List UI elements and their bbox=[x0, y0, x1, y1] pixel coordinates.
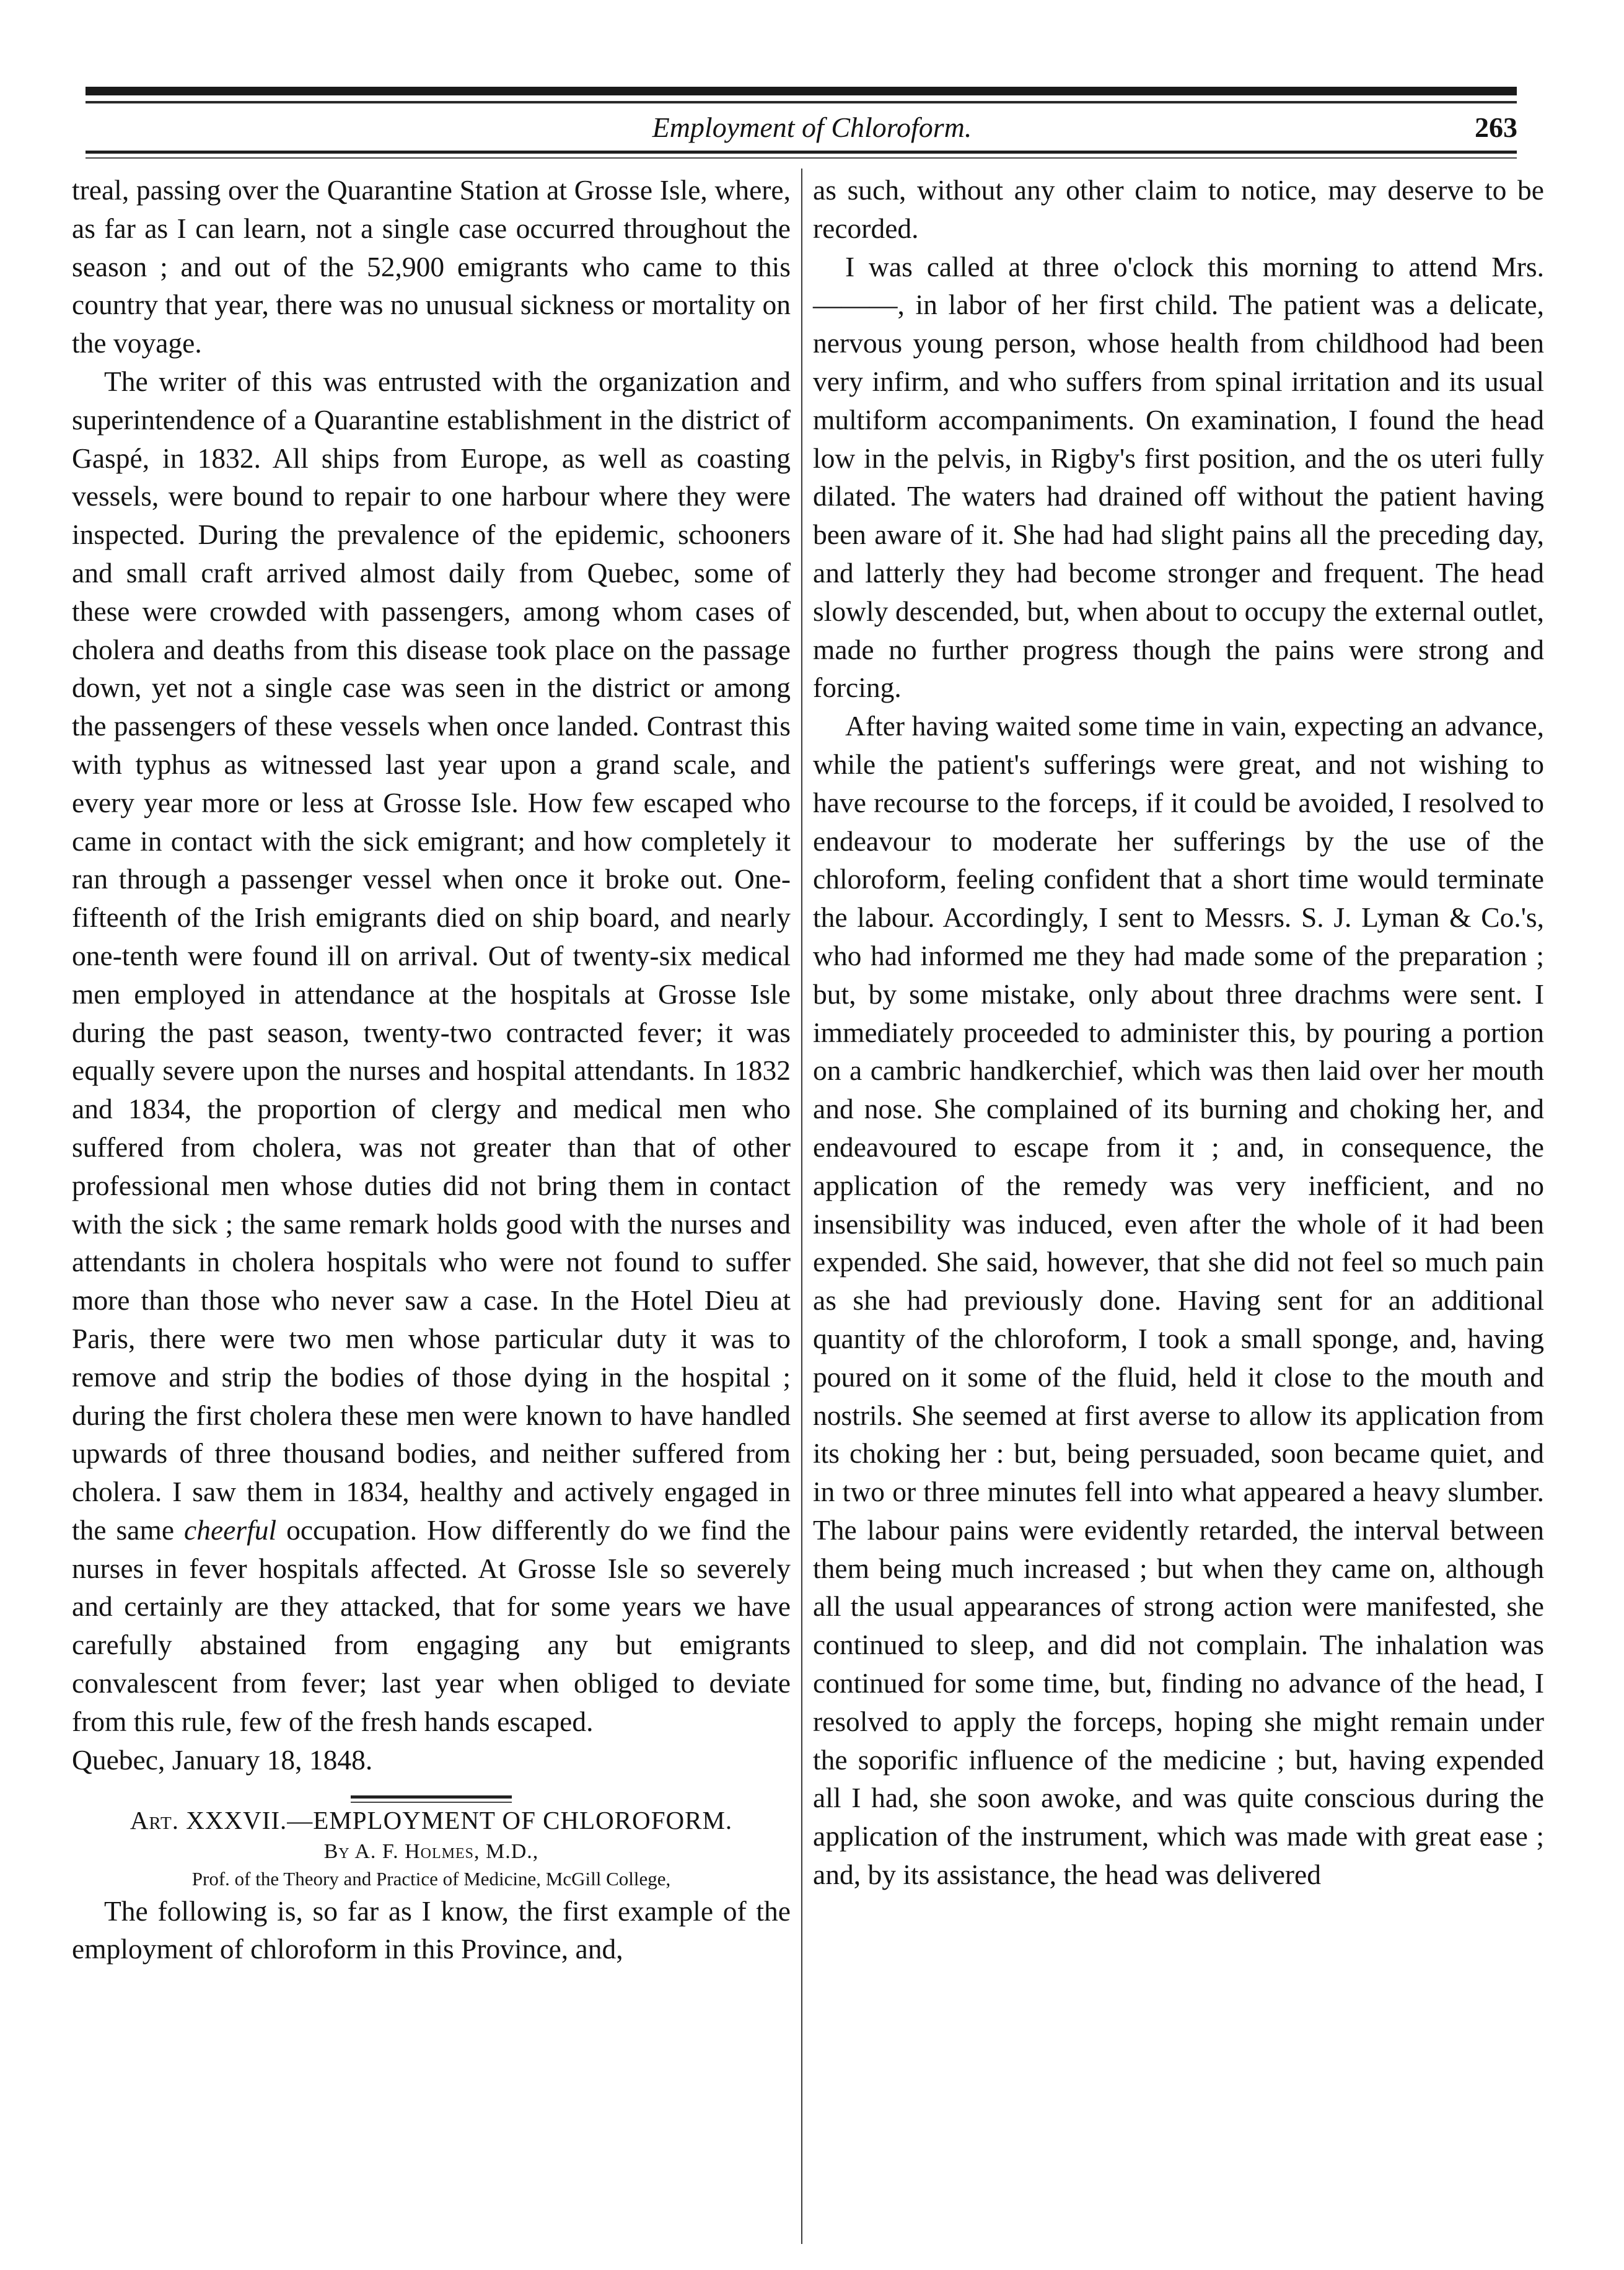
right-paragraph-1: as such, without any other claim to notice, may deserve to be recorded. bbox=[813, 174, 1544, 244]
article-intro: The following is, so far as I know, the first example of the employment of chloroform in this Province, and, bbox=[72, 1895, 791, 1965]
left-paragraph-2-text-b: occupation. How differently do we find the nurses in fever hospitals affected. At Grosse Isle so severely and certainly are they attacked, that for some years we have carefully abstained from engaging any but emigrants convalescent from fever; last year when obliged to deviate from this rule, few of the fresh hands escaped. bbox=[72, 1514, 791, 1737]
column-divider bbox=[801, 169, 802, 2244]
left-paragraph-2-italic: cheerful bbox=[184, 1514, 277, 1546]
header-rule-thin bbox=[86, 101, 1517, 103]
header-underline bbox=[86, 151, 1517, 154]
author-affiliation: Prof. of the Theory and Practice of Medicine, McGill College, bbox=[191, 1867, 671, 1890]
right-paragraph-3: After having waited some time in vain, expecting an advance, while the patient's sufferings were great, and not wishing to have recourse to the forceps, if it could be avoided, I resolved to endeavour to moderate her sufferings by the use of the chloroform, feeling confident that a short time would terminate the labour. Accordingly, I sent to Messrs. S. J. Lyman & Co.'s, who had informed me they had made some of the preparation ; but, by some mistake, only about three drachms were sent. I immediately proceeded to administer this, by pouring a portion on a cambric handkerchief, which was then laid over her mouth and nose. She complained of its burning and choking her, and endeavoured to escape from it ; and, in consequence, the application of the remedy was very inefficient, and no insensibility was induced, even after the whole of it had been expended. She said, however, that she did not feel so much pain as she had previously done. Having sent for an additional quantity of the chloroform, I took a small sponge, and, having poured on it some of the fluid, held it close to the mouth and nostrils. She seemed at first averse to allow its application from its choking her : but, being persuaded, soon became quiet, and in two or three minutes fell into what appeared a heavy slumber. The labour pains were evidently retarded, the interval between them being much increased ; but when they came on, although all the usual appearances of strong action were manifested, she continued to sleep, and did not complain. The inhalation was continued for some time, but, finding no advance of the head, I resolved to apply the forceps, hoping she might remain under the soporific influence of the medicine ; but, having expended all I had, she soon awoke, and was quite conscious during the application of the instrument, which was made with great ease ; and, by its assistance, the head was delivered bbox=[813, 710, 1544, 1891]
article-heading bbox=[72, 1803, 791, 1838]
dateline-signature: Quebec, January 18, 1848. bbox=[72, 1743, 373, 1776]
header-rule-thick bbox=[86, 87, 1517, 95]
running-title: Employment of Chloroform. bbox=[652, 112, 972, 143]
left-paragraph-2-text-a: The writer of this was entrusted with the organization and superintendence of a Quarantine establishment in the district of Gaspé, in 1832. All ships from Europe, as well as coasting vessels, were bound to repair to one harbour where they were inspected. During the prevalence of the epidemic, schooners and small craft arrived almost daily from Quebec, some of these were crowded with passengers, among whom cases of cholera and deaths from this disease took place on the passage down, yet not a single case was seen in the district or among the passengers of these vessels when once landed. Contrast this with typhus as witnessed last year upon a grand scale, and every year more or less at Grosse Isle. How few escaped who came in contact with the sick emigrant; and how completely it ran through a passenger vessel when once it broke out. One-fifteenth of the Irish emigrants died on ship board, and nearly one-tenth were found ill on arrival. Out of twenty-six medical men employed in attendance at the hospitals at Grosse Isle during the past season, twenty-two contracted fever; it was equally severe upon the nurses and hospital attendants. In 1832 and 1834, the proportion of clergy and medical men who suffered from cholera, was not greater than that of other professional men whose duties did not bring them in contact with the sick ; the same remark holds good with the nurses and attendants in cholera hospitals who were not found to suffer more than those who never saw a case. In the Hotel Dieu at Paris, there were two men whose particular duty it was to remove and strip the bodies of those dying in the hospital ; during the first cholera these men were known to have handled upwards of three thousand bodies, and neither suffered from cholera. I saw them in 1834, healthy and actively engaged in the same bbox=[72, 365, 791, 1546]
page-number: 263 bbox=[1475, 112, 1517, 143]
left-paragraph-1: treal, passing over the Quarantine Station at Grosse Isle, where, as far as I can learn, not a single case occurred throughout the season ; and out of the 52,900 emigrants who came to this country that year, there was no unusual sickness or mortality on the voyage. bbox=[72, 174, 791, 359]
left-column bbox=[72, 171, 791, 1968]
right-column bbox=[813, 171, 1544, 1894]
article-byline: By A. F. Holmes, M.D., bbox=[323, 1839, 539, 1863]
left-paragraph-2 bbox=[72, 362, 791, 1741]
header-underline-thin bbox=[86, 157, 1517, 159]
article-number: Art. XXXVII. bbox=[129, 1805, 287, 1834]
right-paragraph-2: I was called at three o'clock this morning to attend Mrs. ———, in labor of her first child. The patient was a delicate, nervous young person, whose health from childhood had been very infirm, and who suffers from spinal irritation and its usual multiform accompaniments. On examination, I found the head low in the pelvis, in Rigby's first position, and the os uteri fully dilated. The waters had drained off without the patient having been aware of it. She had had slight pains all the preceding day, and latterly they had become stronger and frequent. The head slowly descended, but, when about to occupy the external outlet, made no further progress though the pains were strong and forcing. bbox=[813, 250, 1544, 704]
article-title: —EMPLOYMENT OF CHLOROFORM. bbox=[287, 1805, 733, 1834]
section-separator bbox=[351, 1795, 512, 1799]
